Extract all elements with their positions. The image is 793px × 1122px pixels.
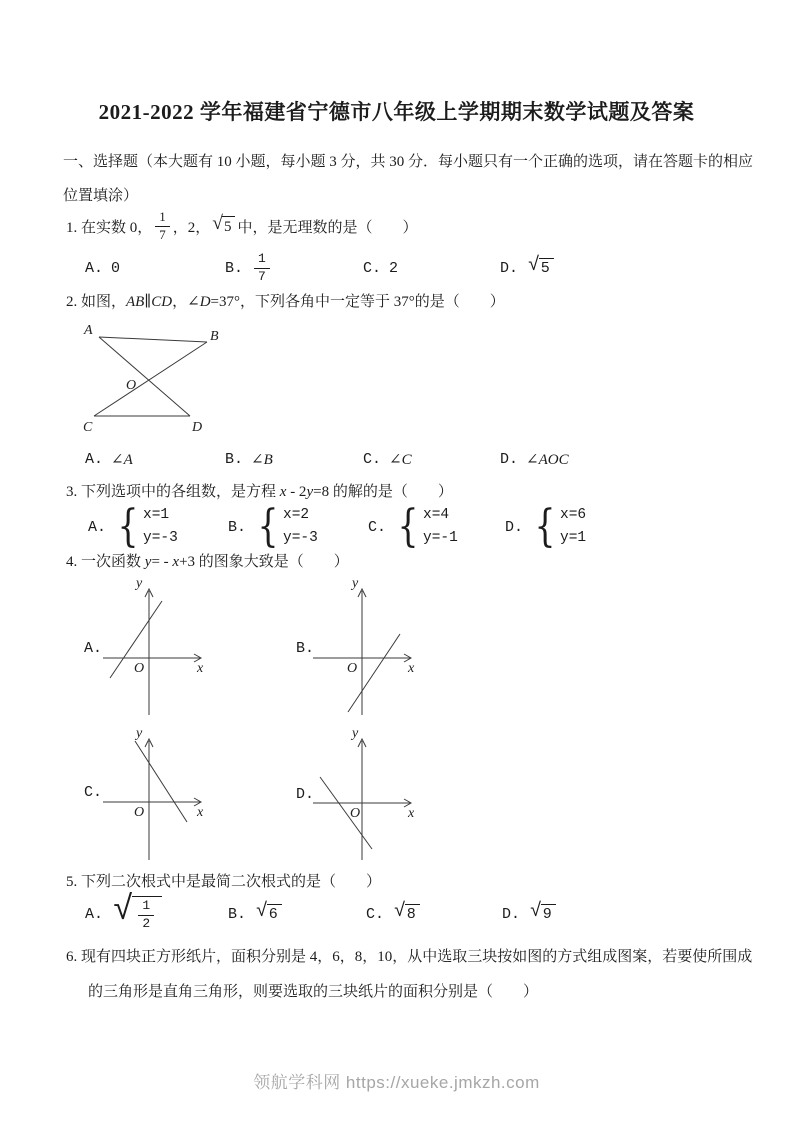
graph-d [310, 725, 425, 865]
sqrt-expression [530, 900, 556, 924]
brace-symbol: { [257, 501, 279, 553]
point-label-O: O [126, 378, 137, 393]
x-axis-label: x [408, 806, 415, 821]
x-axis-label: x [408, 661, 415, 676]
q4-stem-text-2: = - [151, 554, 173, 570]
sqrt-5-expression [212, 213, 235, 236]
question-5-stem: 5. 下列二次根式中是最简二次根式的是（ ） [66, 874, 382, 890]
q4-stem-text-1: 4. 一次函数 [66, 554, 145, 570]
point-label-A: A [84, 323, 93, 338]
q3-stem-text-3: =8 的解的是（ ） [313, 484, 453, 500]
system-eq-x: x=6 [560, 506, 587, 523]
option-label: A. [88, 518, 107, 536]
option-label: D. [500, 450, 519, 468]
question-2-stem [66, 290, 505, 311]
function-line [320, 777, 372, 849]
option-label: C. [363, 450, 382, 468]
radical-sign: √ [113, 892, 134, 931]
page-title: 2021-2022 学年福建省宁德市八年级上学期期末数学试题及答案 [98, 100, 695, 124]
x-axis-label: x [197, 805, 204, 820]
fraction-one-half [138, 899, 154, 932]
option-value: ∠B [251, 451, 273, 468]
q3-stem-text-1: 3. 下列选项中的各组数，是方程 [66, 484, 280, 500]
system-eq-y: y=-3 [283, 530, 318, 546]
brace-symbol: { [397, 501, 419, 553]
radical-sign: √ [528, 254, 540, 277]
system-eq-y: y=-3 [143, 530, 178, 546]
point-label-D: D [192, 420, 203, 435]
q1-stem-text-3: 中，是无理数的是（ ） [237, 219, 418, 236]
sqrt-of-fraction [113, 892, 162, 932]
footer-watermark: 领航学科网 https://xueke.jmkzh.com [253, 1073, 540, 1092]
option-label: C. [363, 259, 382, 277]
q3-stem-text-2: - 2 [286, 484, 307, 500]
q2-option-c [363, 446, 412, 472]
question-3-options [0, 498, 793, 556]
q3-option-b [228, 498, 318, 556]
q5-option-b [228, 890, 284, 938]
q2-math-ab-cd: AB∥CD [126, 294, 173, 310]
system-eq-x: x=1 [143, 506, 170, 523]
question-5-options [0, 890, 793, 938]
option-label: B. [228, 518, 247, 536]
q3-option-a [88, 498, 178, 556]
origin-label: O [347, 661, 358, 676]
radical-sign: √ [394, 900, 406, 923]
radical-argument: 9 [541, 904, 556, 924]
x-axis-label: x [197, 661, 204, 676]
q4-math-y: y [144, 554, 152, 570]
radical-argument: 8 [405, 904, 420, 924]
q1-stem-text-1: 1. 在实数 0， [66, 219, 153, 236]
radical-argument: 5 [222, 216, 236, 236]
system-eq-x: x=4 [423, 506, 450, 523]
q5-option-c [366, 890, 422, 938]
segment-AB [99, 337, 207, 342]
sqrt-expression [394, 900, 420, 924]
q3-math-x: x [279, 484, 287, 500]
radical-sign: √ [256, 900, 268, 923]
option-label: B. [225, 450, 244, 468]
point-label-C: C [83, 420, 93, 435]
question-1-stem [66, 204, 418, 248]
system-eq-y: y=-1 [423, 530, 458, 546]
brace-symbol: { [117, 501, 139, 553]
fraction-one-seventh [254, 252, 270, 285]
question-1-options [0, 246, 793, 290]
q2-option-b [225, 446, 273, 472]
system-eq-x: x=2 [283, 506, 310, 523]
graph-panel-letter-d: D. [296, 786, 315, 803]
equation-system [254, 501, 318, 553]
q1-option-d [500, 246, 556, 290]
option-value: ∠AOC [526, 451, 569, 468]
option-label: D. [500, 259, 519, 277]
origin-label: O [350, 806, 361, 821]
option-label: D. [502, 905, 521, 923]
option-label: C. [368, 518, 387, 536]
option-label: A. [85, 905, 104, 923]
option-label: A. [85, 259, 104, 277]
radical-sign: √ [212, 213, 223, 235]
q4-stem-text-3: +3 的图象大致是（ ） [179, 554, 349, 570]
q3-option-d [505, 498, 586, 556]
q2-geometry-figure [82, 320, 232, 435]
y-axis-label: y [352, 726, 359, 741]
fraction-denominator: 7 [258, 268, 266, 284]
graph-panel-letter-c: C. [84, 784, 103, 801]
radical-argument [132, 896, 162, 932]
equation-system [114, 501, 178, 553]
segment-CB [94, 342, 207, 416]
fraction-numerator: 1 [138, 899, 154, 916]
q4-math-x: x [172, 554, 180, 570]
q3-option-c [368, 498, 458, 556]
q1-option-c [363, 246, 398, 290]
origin-label: O [134, 661, 145, 676]
equation-system [394, 501, 458, 553]
y-axis-label: y [352, 576, 359, 591]
sqrt-expression [256, 900, 282, 924]
q1-option-a [85, 246, 120, 290]
radical-argument: 6 [267, 904, 282, 924]
q2-math-angle-d: D [199, 294, 211, 310]
q2-stem-text-3: =37°，下列各角中一定等于 37°的是（ ） [210, 294, 505, 310]
q1-option-b [225, 246, 273, 290]
section-header-line2: 位置填涂） [63, 188, 139, 204]
option-value: 2 [389, 259, 399, 277]
fraction-one-seventh [155, 210, 170, 243]
section-header-line1: 一、选择题（本大题有 10 小题，每小题 3 分，共 30 分．每小题只有一个正确的选项，请在答题卡的相应 [63, 154, 754, 170]
q2-stem-text-1: 2. 如图， [66, 294, 127, 310]
fraction-denominator: 7 [159, 226, 166, 242]
question-4-stem [66, 550, 349, 571]
radical-sign: √ [530, 900, 542, 923]
origin-label: O [134, 805, 145, 820]
question-6-line2: 的三角形是直角三角形，则要选取的三块纸片的面积分别是（ ） [88, 984, 539, 1000]
q2-option-d [500, 446, 569, 472]
q5-option-d [502, 890, 558, 938]
graph-panel-letter-a: A. [84, 640, 103, 657]
system-eq-y: y=1 [560, 530, 587, 546]
option-label: B. [225, 259, 244, 277]
option-value: ∠C [389, 451, 412, 468]
y-axis-label: y [136, 576, 143, 591]
question-6-line1: 6. 现有四块正方形纸片，面积分别是 4，6，8，10，从中选取三块按如图的方式组成图案，若要使所围成 [66, 949, 753, 965]
option-label: B. [228, 905, 247, 923]
fraction-numerator: 1 [155, 210, 170, 227]
q2-stem-text-2: ，∠ [172, 294, 200, 310]
fraction-denominator: 2 [142, 916, 151, 931]
point-label-B: B [210, 329, 219, 344]
graph-c [100, 725, 215, 865]
equation-system [531, 501, 587, 553]
q1-stem-text-2: ，2， [172, 219, 211, 236]
graph-panel-letter-b: B. [296, 640, 315, 657]
option-label: C. [366, 905, 385, 923]
question-2-options [0, 446, 793, 472]
option-value: 0 [111, 259, 121, 277]
y-axis-label: y [136, 726, 143, 741]
option-label: A. [85, 450, 104, 468]
radical-argument: 5 [539, 258, 554, 278]
graph-a [100, 575, 215, 720]
option-label: D. [505, 518, 524, 536]
fraction-numerator: 1 [254, 252, 270, 269]
option-value: ∠A [111, 451, 133, 468]
brace-symbol: { [534, 501, 556, 553]
q3-math-y: y [306, 484, 314, 500]
graph-b [310, 575, 425, 720]
q2-option-a [85, 446, 133, 472]
sqrt-5-expression [528, 254, 554, 278]
q5-option-a [85, 890, 164, 938]
